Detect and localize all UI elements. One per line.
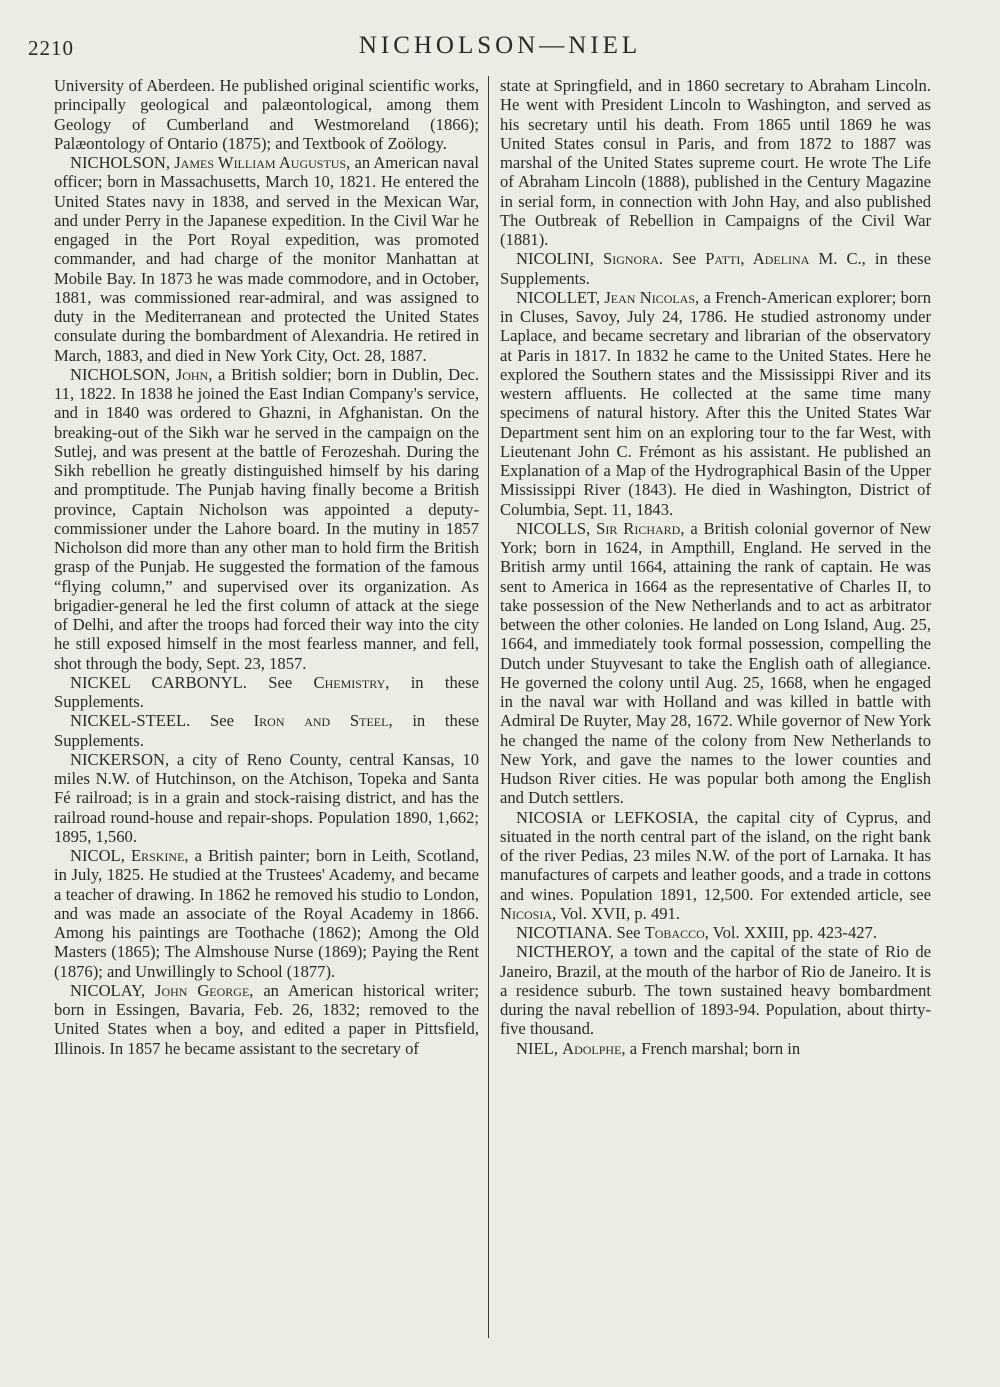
entry-body: a British soldier; born in Dublin, Dec. 11, 1822. In 1838 he joined the East Indian Company's service, and in 1840 was ordered to Ghazni, in Afghanistan. On the breaking-out of the Sikh war he served in the campaign on the Sutlej, and was present at the battle of Ferozeshah. During the Sikh rebellion he greatly distinguished himself by his daring and promptitude. The Punjab having finally become a British province, Captain Nicholson was appointed a deputy-commissioner under the Lahore board. In the mutiny in 1857 Nicholson did more than any other man to hold firm the British grasp of the Punjab. He suggested the formation of the famous “flying column,” and supervised over its organization. As brigadier-general he led the first column of attack at the siege of Delhi, and after the troops had forced their way into the city he still exposed himself in the most fearless manner, and fell, shot through the body, Sept. 23, 1857.: [54, 364, 479, 673]
entry-name: John,: [175, 364, 213, 384]
entry-body: an American naval officer; born in Massachusetts, March 10, 1821. He entered the United States navy in 1838, and served in the Mexican War, and under Perry in the Japanese expedition. In the Civil War he engaged in the Port Royal expedition, was promoted commander, and had charge of the monitor Manhattan at Mobile Bay. In 1873 he was made commodore, and in October, 1881, was commissioned rear-admiral, and was assigned to duty in the Mediterranean and protected the United States consulate during the bombardment of Alexandria. He retired in March, 1883, and died in New York City, Oct. 28, 1887.: [54, 153, 479, 365]
entry-body: an American historical writer; born in Essingen, Bavaria, Feb. 26, 1832; removed to the United States when a boy, and edited a paper in Pittsfield, Illinois. In 1857 he became assistant to the secretary of: [54, 980, 480, 1058]
entry-headword: NICKEL-STEEL.: [70, 711, 191, 731]
entry-continuation: University of Aberdeen. He published original scientific works, principally geological and palæontological, among them Geology of Cumberland and Westmoreland (1866); Palæontology of Ontario (1875); and Textbook of Zoölogy.: [54, 76, 479, 153]
entry-nictheroy: [500, 942, 931, 1038]
entry-body: a French-American explorer; born in Cluses, Savoy, July 24, 1786. He studied astronomy under Laplace, and became secretary and librarian of the observatory at Paris in 1817. In 1832 he came to the United States. Here he explored the Southern states and the Mississippi River and its western affluents. He collected at the same time many specimens of natural history. After this the United States War Department sent him on an exploring tour to the far West, with Lieutenant John C. Frémont as his assistant. He published an Explanation of a Map of the Hydrographical Basin of the Upper Mississippi River (1843). He died in Washington, District of Columbia, Sept. 11, 1843.: [500, 287, 931, 519]
entry-nicotiana: NICOTIANA. See Tobacco, Vol. XXIII, pp. 423-427.: [516, 923, 878, 942]
cross-reference: Chemistry,: [313, 672, 390, 692]
entry-headword: NICOL,: [70, 846, 125, 865]
entry-body: the capital city of Cyprus, and situated in the north central part of the island, on the right bank of the river Pedias, 23 miles N.W. of the port of Larnaka. It has manufactures of carpets and leather goods, and a trade in cottons and wines. Population 1891, 12,500. For extended article, see: [500, 807, 931, 904]
entry-nicholson-james: [54, 153, 479, 365]
entry-headword: NICKEL CARBONYL.: [70, 672, 247, 692]
entry-nicollet: [500, 288, 931, 519]
entry-nickerson: [54, 750, 479, 846]
entry-headword: NICOLINI,: [516, 249, 594, 269]
entry-body: a British painter; born in Leith, Scotland, in July, 1825. He studied at the Trustees' Academy, and became a teacher of drawing. In 1862 he removed his studio to London, and was made an associate of the Royal Academy in 1866. Among his paintings are Toothache (1862); Among the Old Masters (1865); The Almshouse Nurse (1869); Paying the Rent (1876); and Unwillingly to School (1877).: [54, 846, 479, 981]
entry-name: John George,: [155, 980, 254, 1000]
entry-nickel-carbonyl: NICKEL CARBONYL. See Chemistry, in these Supplements.: [54, 672, 479, 711]
entry-nicolls: [500, 519, 931, 808]
page-number: 2210: [28, 36, 74, 60]
entry-headword: NICOLLS,: [516, 518, 591, 538]
entry-nickel-steel: NICKEL-STEEL. See Iron and Steel, in these Supplements.: [54, 711, 480, 750]
entry-name: Erskine,: [130, 846, 189, 865]
cross-reference: Tobacco,: [644, 923, 709, 942]
entry-niel: [500, 1039, 931, 1058]
cross-reference: Iron and Steel,: [253, 711, 393, 731]
entry-body: a city of Reno County, central Kansas, 10 miles N.W. of Hutchinson, on the Atchison, Topeka and Santa Fé railroad; is in a grain and stock-raising district, and has the railroad round-house and repair-shops. Population 1890, 1,662; 1895, 1,560.: [54, 749, 479, 846]
entry-name: Jean Nicolas,: [604, 287, 700, 307]
entry-body: a town and the capital of the state of Rio de Janeiro, Brazil, at the mouth of the harbor of Rio de Janeiro. It is a residence suburb. The town sustained heavy bombardment during the naval rebellion of 1893-94. Population, about thirty-five thousand.: [500, 942, 931, 1039]
entry-headword: NICOTIANA.: [516, 923, 613, 942]
entry-nicosia: NICOSIA or LEFKOSIA, the capital city of Cyprus, and situated in the north central part of the island, on the right bank of the river Pedias, 23 miles N.W. of the port of Larnaka. It has manufactures of carpets and leather goods, and a trade in cottons and wines. Population 1891, 12,500. For extended article, see Nicosia, Vol. XVII, p. 491.: [500, 807, 931, 923]
entry-headword: NICHOLSON,: [70, 364, 171, 384]
entry-body: a French marshal; born in: [629, 1038, 801, 1058]
entry-name: James William Augustus,: [174, 153, 351, 172]
entry-headword: NICTHEROY,: [516, 942, 614, 962]
entry-headword: NICOLLET,: [516, 287, 601, 307]
entry-headword: NICOSIA or LEFKOSIA,: [516, 807, 699, 827]
entry-nicolini: NICOLINI, Signora. See Patti, Adelina M. C., in these Supplements.: [500, 249, 931, 288]
entry-headword: NICKERSON,: [70, 749, 170, 769]
entry-headword: NICHOLSON,: [70, 153, 171, 172]
cross-reference: Nicosia,: [500, 903, 557, 923]
entry-headword: NICOLAY,: [70, 980, 146, 1000]
cross-reference: Patti, Adelina M. C.,: [705, 249, 866, 269]
entry-name: Signora.: [602, 249, 664, 269]
column-rule: [488, 76, 489, 1338]
entry-name: Sir Richard,: [596, 518, 685, 538]
entry-continuation: state at Springfield, and in 1860 secretary to Abraham Lincoln. He went with President Lincoln to Washington, and served as his secretary until his death. From 1865 until 1869 he was United States consul in Paris, and from 1872 to 1887 was marshal of the United States supreme court. He wrote The Life of Abraham Lincoln (1888), published in the Century Magazine in serial form, in connection with John Hay, and also published The Outbreak of Rebellion in Campaigns of the Civil War (1881).: [500, 76, 931, 249]
entry-nicolay: [54, 981, 479, 1058]
right-column: [500, 76, 931, 1058]
entry-nicholson-john: [54, 365, 479, 673]
left-column: [54, 76, 479, 1058]
entry-headword: NIEL,: [516, 1038, 558, 1058]
entry-body: a British colonial governor of New York; born in 1624, in Ampthill, England. He served in the British army until 1664, attaining the rank of captain. He was sent to America in 1664 as the representative of Charles II, to take possession of the New Netherlands and to act as arbitrator between the other colonies. He landed on Long Island, Aug. 25, 1664, and immediately took formal possession, compelling the Dutch under Stuyvesant to take the English oath of allegiance. He governed the colony until Aug. 25, 1668, when he engaged in the naval war with Holland and was killed in battle with Admiral De Ruyter, May 28, 1672. While governor of New York he changed the name of the colony from New Netherlands to New York, and gave the names to the lower counties and Hudson River cities. He was popular both among the English and Dutch settlers.: [500, 518, 931, 808]
running-head: NICHOLSON—NIEL: [358, 32, 642, 59]
entry-nicol: [54, 846, 479, 981]
entry-name: Adolphe,: [562, 1038, 626, 1058]
